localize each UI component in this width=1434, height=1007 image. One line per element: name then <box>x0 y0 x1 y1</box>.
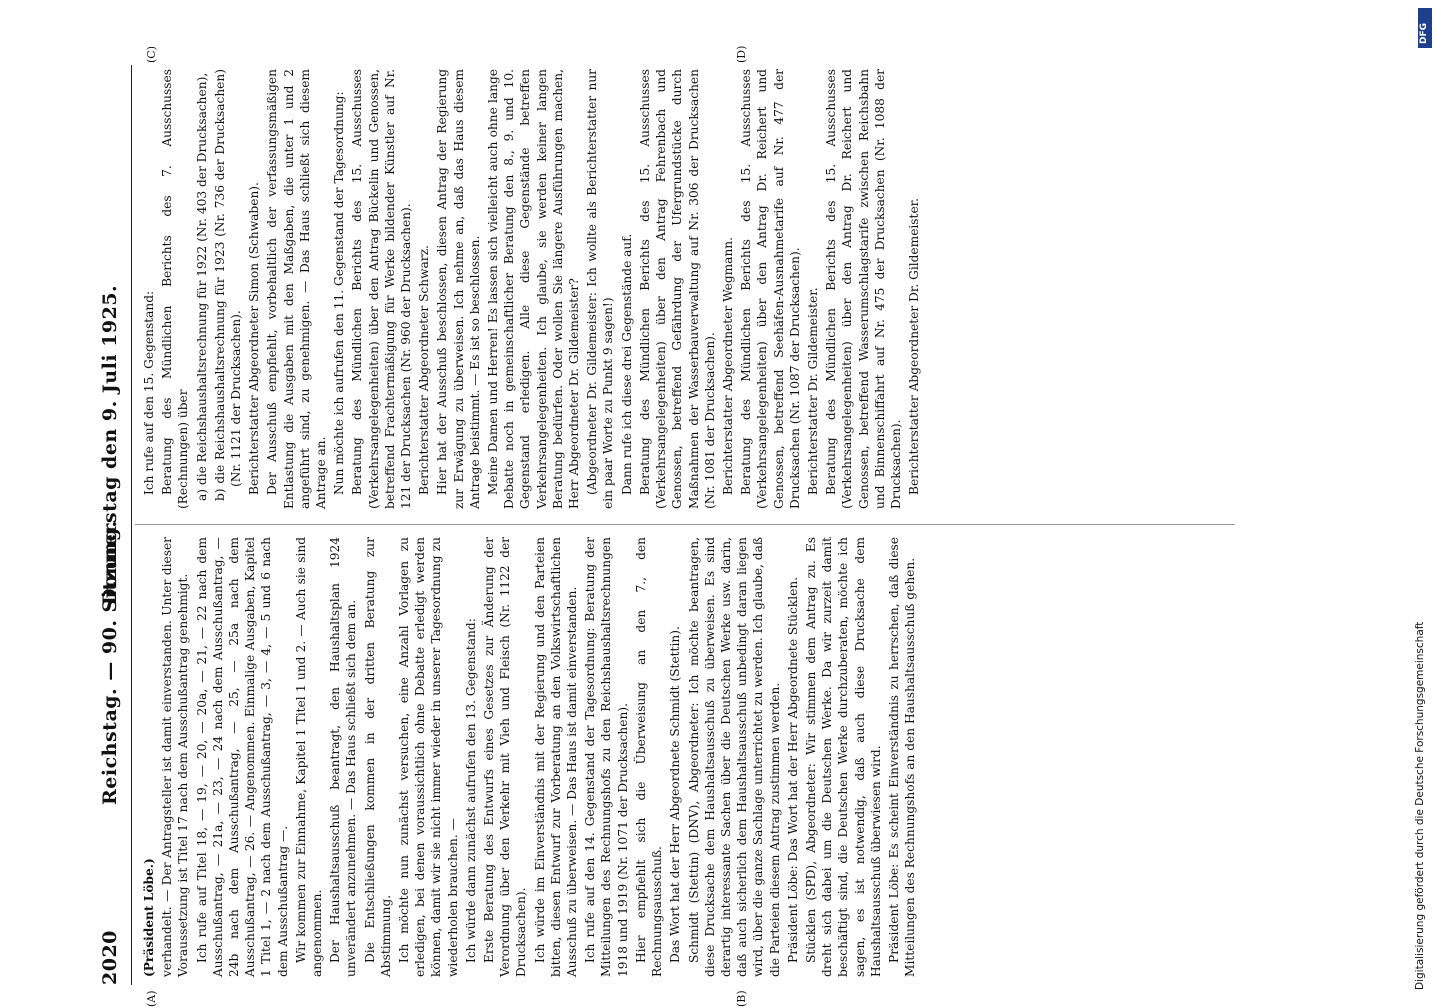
dfg-logo: DFG <box>1418 8 1432 48</box>
paragraph: Der Haushaltsausschuß beantragt, den Haushaltsplan 1924 unverändert anzunehmen. — Das Haus schließt sich dem an. <box>328 537 359 977</box>
margin-mark-d: (D) <box>735 45 748 63</box>
paragraph: Das Wort hat der Herr Abgeordnete Schmidt (Stettin). <box>668 626 683 963</box>
paragraph: Ich würde im Einverständnis mit der Regierung und den Parteien bitten, diesen Entwurf zur Vorberatung an den Volkswirtschaftlichen Ausschuß zu überweisen. — Das Haus ist damit einverstanden. <box>532 537 580 977</box>
agenda-subitem-b: b) die Reichshaushaltsrechnung für 1923 (Nr. 736 der Drucksachen) (Nr. 1121 der Drucksachen). <box>212 69 244 501</box>
agenda-item: Beratung des Mündlichen Berichts des 15. Ausschusses (Verkehrsangelegenheiten) über den Antrag Dr. Reichert und Genossen, betreffend Wasserumschlagstarife zwischen Reichsbahn und Binnenschiffahrt auf Nr. 475 der Drucksachen (Nr. 1088 der Drucksachen). <box>824 69 903 509</box>
right-column <box>141 69 924 509</box>
interjection: (Abgeordneter Dr. Gildemeister: Ich wollte als Berichterstatter nur ein paar Worte zu Punkt 9 sagen!) <box>585 69 616 509</box>
agenda-item: Ich rufe auf den 14. Gegenstand der Tagesordnung: Beratung der Mitteilungen des Rechnungshofs zu den Reichshaushaltsrechnungen 1918 und 1919 (Nr. 1071 der Drucksachen). <box>583 537 630 977</box>
document-page <box>95 45 1325 1007</box>
agenda-item: Beratung des Mündlichen Berichts des 15. Ausschusses (Verkehrsangelegenheiten) über den Antrag Fehrenbach und Genossen, betreffend Gefährdung der Ufergrundstücke durch Maßnahmen der Wasserbauverwaltung auf Nr. 306 der Drucksachen (Nr. 1081 der Drucksachen). <box>637 69 717 509</box>
paragraph: Ich würde dann zunächst aufrufen den 13. Gegenstand: <box>463 618 478 963</box>
speech: Stücklen (SPD), Abgeordneter: Wir stimmen dem Antrag zu. Es dreht sich dabei um die Deutschen Werke. Da wir zurzeit damit beschäftigt sind, die Deutschen Werke durchzuberaten, möchte ich sagen, es ist notwendig, daß auch diese Drucksache dem Haushaltsausschuß überwiesen wird. <box>803 537 883 977</box>
paragraph: Berichterstatter Abgeordneter Schwarz. <box>417 245 432 495</box>
session-date: Donnerstag den 9. Juli 1925. <box>99 284 121 605</box>
paragraph: Der Ausschuß empfiehlt, vorbehaltlich der verfassungsmäßigen Entlastung die Ausgaben mit den Maßgaben, die unter 1 und 2 angeführt sind, zu genehmigen. — Das Haus schließt sich diesem Antrage an. <box>265 69 329 509</box>
speaker-ref: (Präsident Löbe.) <box>142 858 156 977</box>
paragraph: Hier empfiehlt sich die Überweisung an den 7., den Rechnungsausschuß. <box>633 537 665 977</box>
paragraph: Ich rufe auf den 15. Gegenstand: <box>142 290 156 495</box>
paragraph: Berichterstatter Dr. Gildemeister. <box>805 287 820 495</box>
header-rule <box>131 65 132 985</box>
margin-mark-b: (B) <box>735 990 748 1007</box>
paragraph: Die Entschließungen kommen in der dritten Beratung zur Abstimmung. <box>362 537 393 977</box>
paragraph: Meine Damen und Herren! Es lassen sich vielleicht auch ohne lange Debatte noch in gemeinschaftlicher Beratung den 8., 9. und 10. Gegenstand erledigen. Alle diese Gegenstände betreffen Verkehrsangelegenheiten. Ich glaube, sie werden keiner langen Beratung bedürfen. Oder wollen Sie längere Ausführungen machen, Herr Abgeordneter Dr. Gildemeister? <box>486 69 582 509</box>
funding-note: Digitalisierung gefördert durch die Deutsche Forschungsgemeinschaft <box>1414 621 1426 990</box>
paragraph: verhandelt. — Der Antragsteller ist damit einverstanden. Unter dieser Voraussetzung ist Titel 17 nach dem Ausschußantrag genehmigt. <box>160 537 191 977</box>
session-title: Reichstag. — 90. Sitzung. <box>99 520 121 805</box>
column-divider <box>135 524 1235 525</box>
paragraph: Ich möchte nun zunächst versuchen, eine Anzahl Vorlagen zu erledigen, bei denen voraussichtlich ohne Debatte erledigt werden können, damit wir sie nicht immer wieder in unserer Tagesordnung zu wiederholen brauchen. — <box>397 537 460 977</box>
paragraph: Ich rufe auf Titel 18, — 19, — 20, — 20a, — 21, — 22 nach dem Ausschußantrag, — 21a, — 23, — 24 nach dem Ausschußantrag, — 24b nach dem Ausschußantrag, — 25, — 25a nach dem Ausschußantrag, — 26. — Angenommen. Einmalige Ausgaben, Kapitel 1 Titel 1, — 2 nach dem Ausschußantrag, — 3, — 4, — 5 und 6 nach dem Ausschußantrag —. <box>194 537 290 977</box>
agenda-item: Erste Beratung des Entwurfs eines Gesetzes zur Änderung der Verordnung über den Verkehr mit Vieh und Fleisch (Nr. 1122 der Drucksachen). <box>482 537 529 977</box>
left-column <box>141 537 920 977</box>
running-header <box>95 65 135 985</box>
agenda-item: Beratung des Mündlichen Berichts des 15. Ausschusses (Verkehrsangelegenheiten) über den Antrag Bückelin und Genossen, betreffend Frachtermäßigung für Werke bildender Künstler auf Nr. 121 der Drucksachen (Nr. 960 der Drucksachen). <box>350 69 414 509</box>
margin-mark-a: (A) <box>145 990 158 1007</box>
paragraph: Berichterstatter Abgeordneter Wegmann. <box>720 236 735 495</box>
speech: Präsident Löbe: Das Wort hat der Herr Abgeordnete Stücklen. <box>785 576 800 963</box>
agenda-item: Beratung des Mündlichen Berichts des 7. Ausschusses (Rechnungen) über <box>160 69 191 509</box>
paragraph: Dann rufe ich diese drei Gegenstände auf. <box>619 233 634 495</box>
speech: Präsident Löbe: Es scheint Einverständnis zu herrschen, daß diese Mitteilungen des Rechnungshofs an den Haushaltsausschuß gehen. <box>886 537 918 977</box>
paragraph: Berichterstatter Abgeordneter Simon (Schwaben). <box>247 182 262 495</box>
agenda-item: Beratung des Mündlichen Berichts des 15. Ausschusses (Verkehrsangelegenheiten) über den Antrag Dr. Reichert und Genossen, betreffend Seehäfen-Ausnahmetarife auf Nr. 477 der Drucksachen (Nr. 1087 der Drucksachen). <box>739 69 802 509</box>
paragraph: Hier hat der Ausschuß beschlossen, diesen Antrag der Regierung zur Erwägung zu überweisen. Ich nehme an, daß das Haus diesem Antrage beistimmt. — Es ist so beschlossen. <box>435 69 482 509</box>
paragraph: Wir kommen zur Einnahme, Kapitel 1 Titel 1 und 2. — Auch sie sind angenommen. <box>293 537 325 977</box>
paragraph: Berichterstatter Abgeordneter Dr. Gildemeister. <box>907 197 922 495</box>
paragraph: Nun möchte ich aufrufen den 11. Gegenstand der Tagesordnung: <box>332 91 347 495</box>
speech: Schmidt (Stettin) (DNV), Abgeordneter: Ich möchte beantragen, diese Drucksache dem Haushaltsausschuß zu überweisen. Es sind derartig interessante Sachen über die Deutschen Werke usw. darin, daß auch sicherlich dem Haushaltsausschuß unbedingt daran liegen wird, über die ganze Sachlage unterrichtet zu werden. Ich glaube, daß die Parteien diesem Antrag zustimmen werden. <box>686 537 782 977</box>
agenda-subitem-a: a) die Reichshaushaltsrechnung für 1922 (Nr. 403 der Drucksachen), <box>194 72 209 501</box>
margin-mark-c: (C) <box>145 46 158 63</box>
page-number: 2020 <box>99 930 121 985</box>
